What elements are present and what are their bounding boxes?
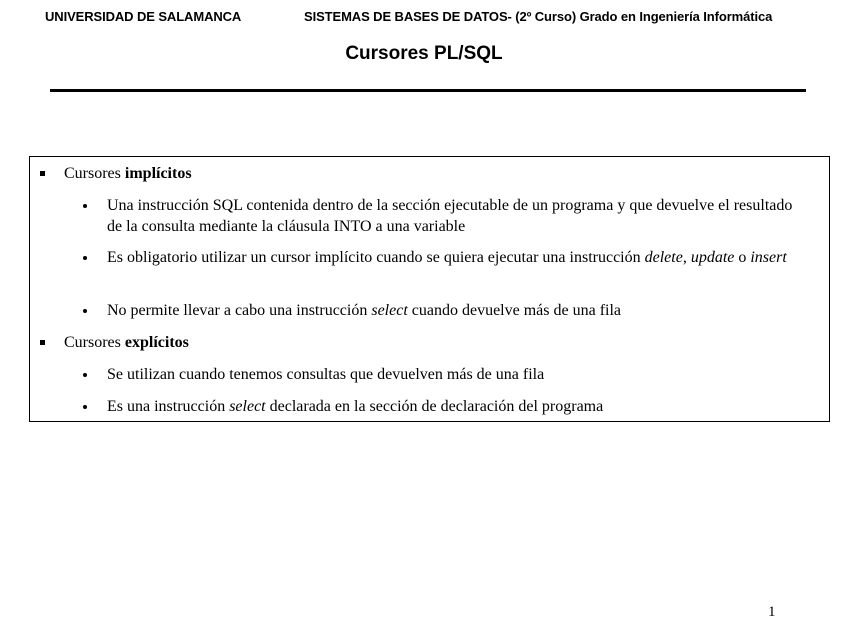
section-implicit-heading — [64, 163, 192, 184]
square-bullet-icon — [40, 340, 45, 345]
section-lead: Cursores — [64, 334, 125, 351]
item-text: o — [734, 249, 751, 266]
page-title: Cursores PL/SQL — [345, 43, 503, 64]
section-keyword: explícitos — [124, 334, 189, 351]
page-number: 1 — [768, 604, 776, 620]
item-text: declarada en la sección de declaración del programa — [265, 398, 604, 415]
list-item — [107, 300, 807, 321]
item-text: , — [682, 249, 691, 266]
title-divider — [50, 89, 806, 92]
square-bullet-icon — [40, 171, 45, 176]
item-text: Es obligatorio utilizar un cursor implícito cuando se quiera ejecutar una instrucción — [107, 249, 645, 266]
item-italic: select — [229, 398, 266, 415]
item-italic: delete — [644, 249, 683, 266]
item-text: cuando devuelve más de una fila — [407, 302, 622, 319]
item-italic: update — [690, 249, 735, 266]
item-italic: select — [371, 302, 408, 319]
list-item: Se utilizan cuando tenemos consultas que devuelven más de una fila — [107, 366, 545, 383]
round-bullet-icon — [83, 373, 87, 377]
round-bullet-icon — [83, 204, 87, 208]
round-bullet-icon — [83, 405, 87, 409]
item-text: No permite llevar a cabo una instrucción — [107, 302, 372, 319]
item-italic: insert — [750, 249, 787, 266]
section-lead: Cursores — [64, 165, 125, 182]
header-university: UNIVERSIDAD DE SALAMANCA — [45, 9, 242, 24]
list-item — [107, 396, 807, 417]
item-text: Es una instrucción — [107, 398, 230, 415]
list-item — [107, 247, 807, 268]
round-bullet-icon — [83, 309, 87, 313]
header-course: SISTEMAS DE BASES DE DATOS- (2º Curso) Grado en Ingeniería Informática — [304, 9, 773, 24]
section-explicit-heading — [64, 332, 189, 353]
section-keyword: implícitos — [124, 165, 192, 182]
round-bullet-icon — [83, 256, 87, 260]
list-item: Una instrucción SQL contenida dentro de la sección ejecutable de un programa y que devuelve el resultado de la consulta mediante la cláusula INTO a una variable — [107, 197, 793, 235]
